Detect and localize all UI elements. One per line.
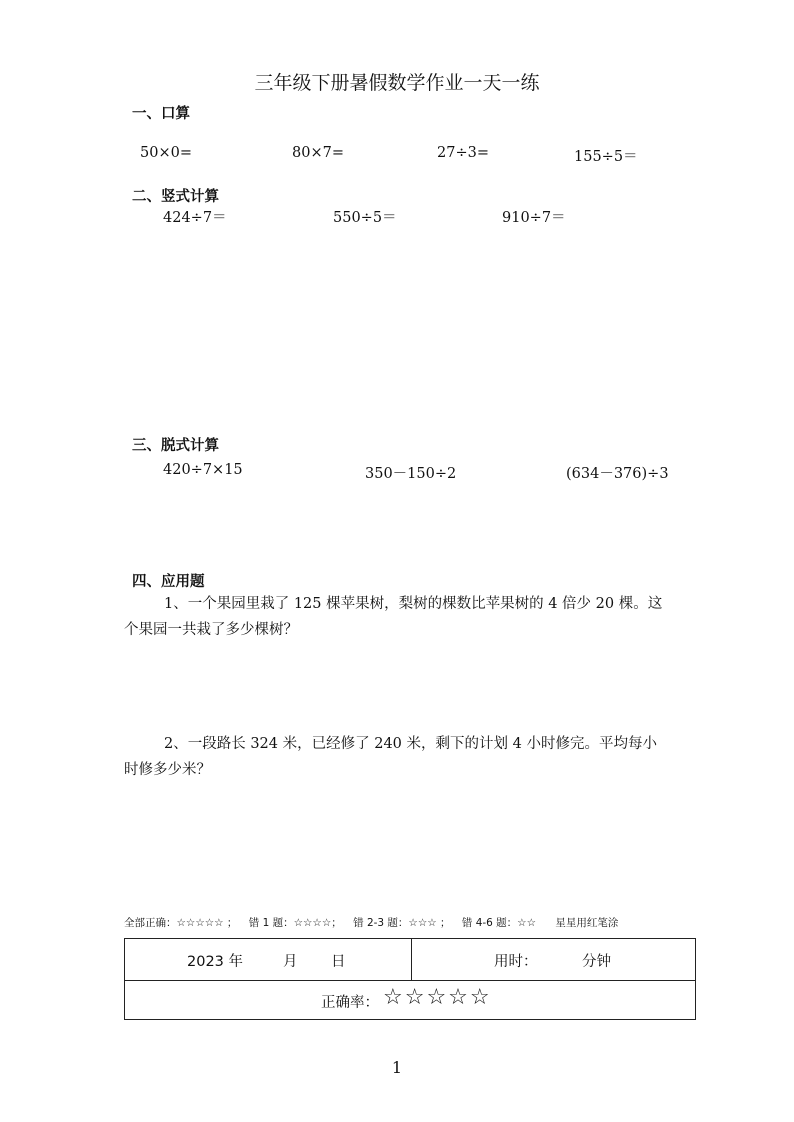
oral-item: 80×7=	[292, 145, 344, 161]
record-row-date-time	[125, 939, 695, 981]
stepwise-item: (634－376)÷3	[566, 466, 669, 482]
year-label: 2023 年	[187, 954, 244, 970]
oral-item: 50×0=	[140, 145, 192, 161]
page-title: 三年级下册暑假数学作业一天一练	[254, 72, 540, 94]
time-label: 用时：	[494, 954, 538, 970]
section-heading-oral: 一、口算	[132, 106, 190, 122]
day-label: 日	[331, 954, 346, 970]
oral-item: 27÷3=	[437, 145, 489, 161]
accuracy-label: 正确率：	[321, 995, 379, 1011]
record-row-accuracy	[125, 981, 695, 1019]
legend-wrong-1: 错 1 题：☆☆☆☆；	[248, 917, 342, 929]
page-number: 1	[391, 1058, 403, 1077]
word-problem-2-line1: 2、一段路长 324 米，已经修了 240 米，剩下的计划 4 小时修完。平均每小	[164, 736, 657, 752]
legend-wrong-2-3: 错 2-3 题：☆☆☆ ；	[353, 917, 451, 929]
vertical-item: 424÷7＝	[163, 210, 227, 226]
section-heading-word-problems: 四、应用题	[132, 574, 205, 590]
month-label: 月	[283, 954, 298, 970]
stepwise-item: 420÷7×15	[163, 462, 243, 478]
oral-item: 155÷5＝	[574, 149, 638, 165]
time-cell	[412, 939, 695, 980]
section-heading-stepwise: 三、脱式计算	[132, 438, 219, 454]
word-problem-2-line2: 时修多少米？	[124, 762, 211, 778]
word-problem-1	[124, 591, 704, 643]
stepwise-item: 350－150÷2	[365, 466, 457, 482]
legend-all-correct: 全部正确：☆☆☆☆☆ ；	[124, 917, 238, 929]
legend-wrong-4-6: 错 4-6 题：☆☆	[461, 917, 537, 929]
legend-note: 星星用红笔涂	[555, 917, 619, 929]
vertical-item: 550÷5＝	[333, 210, 397, 226]
vertical-item: 910÷7＝	[502, 210, 566, 226]
word-problem-1-line1: 1、一个果园里栽了 125 棵苹果树，梨树的棵数比苹果树的 4 倍少 20 棵。这	[164, 596, 663, 612]
word-problem-2	[124, 731, 704, 783]
minutes-label: 分钟	[582, 954, 611, 970]
star-legend	[124, 915, 626, 930]
section-heading-vertical: 二、竖式计算	[132, 189, 219, 205]
word-problem-1-line2: 个果园一共栽了多少棵树？	[124, 622, 298, 638]
date-cell	[125, 939, 412, 980]
accuracy-stars-icon[interactable]: ☆☆☆☆☆	[383, 985, 492, 1010]
record-table	[124, 938, 696, 1020]
